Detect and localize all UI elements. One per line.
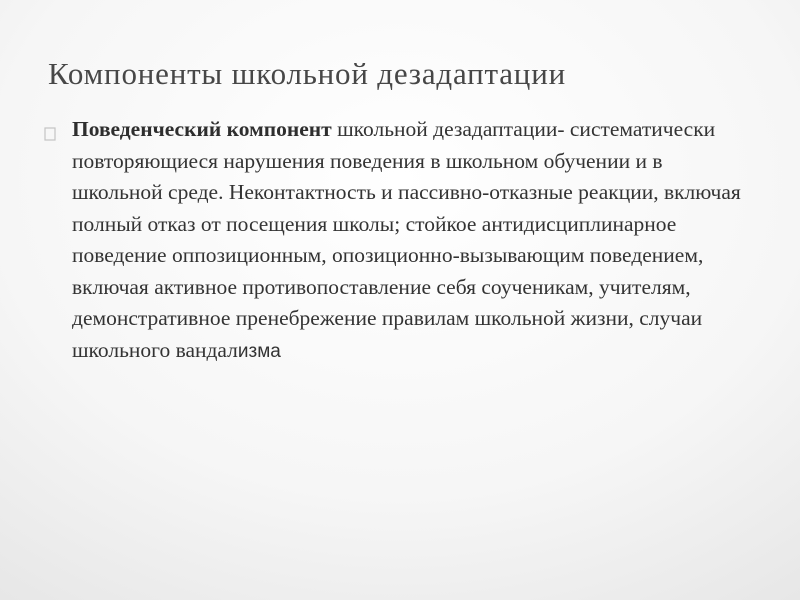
bullet-tail: изма [237, 340, 281, 362]
slide-title: Компоненты школьной дезадаптации [48, 56, 566, 91]
square-bullet-icon [44, 127, 62, 146]
bullet-lead: Поведенческий компонент [72, 117, 332, 141]
bullet-text [72, 114, 752, 367]
slide-content [44, 114, 764, 367]
bullet-body: школьной дезадаптации- систематически повторяющиеся нарушения поведения в школьном обучении и в школьной среде. Неконтактность и пассивно-отказные реакции, включая полный отказ от посещения школы; стойкое антидисциплинарное поведение оппозиционным, опозиционно-вызывающим поведением, включая активное противопоставление себя соученикам, учителям, демонстративное пренебрежение правилам школьной жизни, случаи школьного вандал [72, 117, 741, 362]
bullet-item [44, 114, 764, 367]
